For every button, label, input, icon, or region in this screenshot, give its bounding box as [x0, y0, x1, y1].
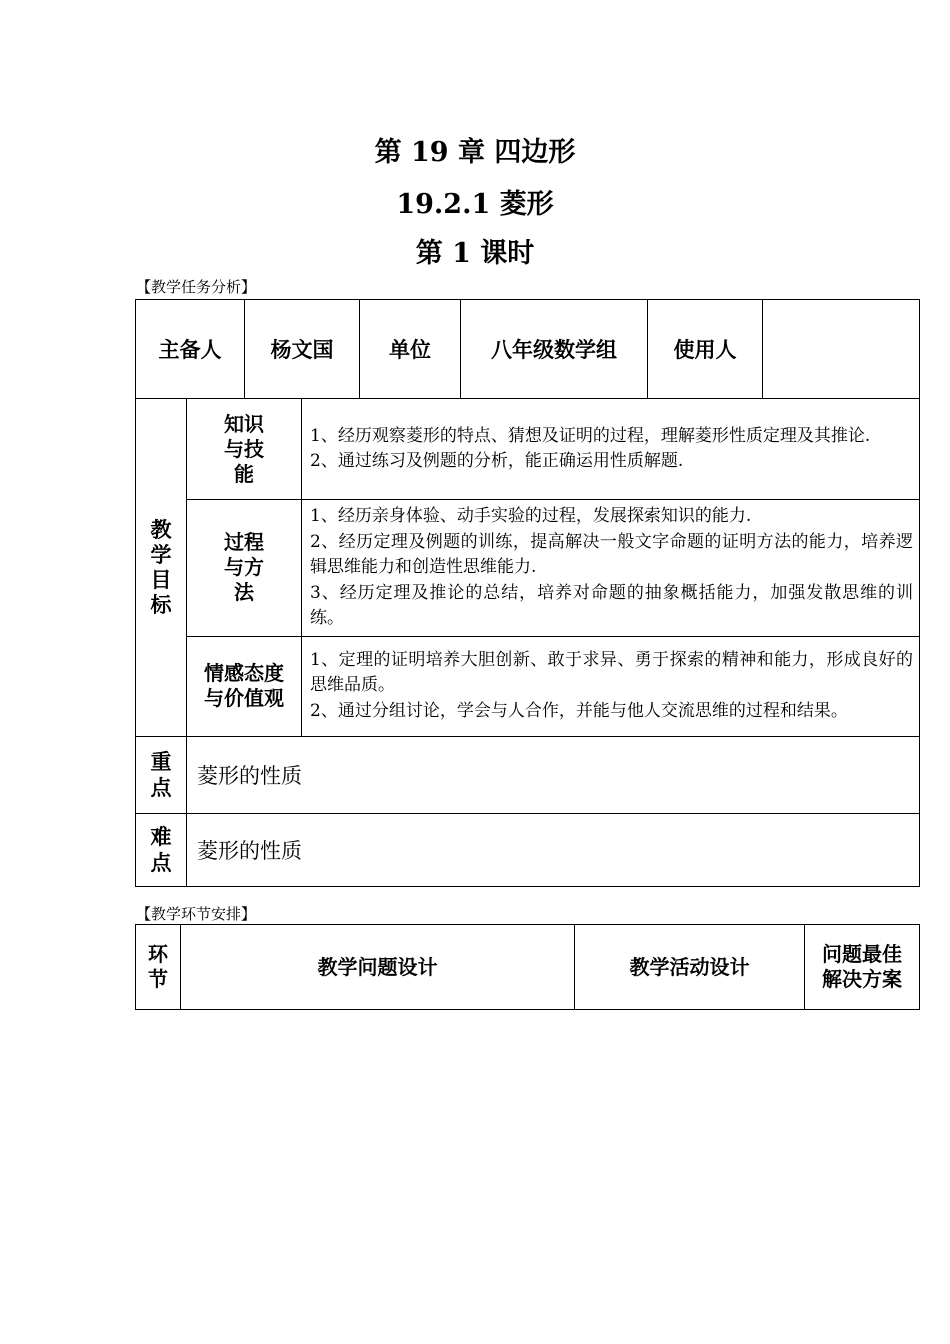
difficulty-label: 难点 — [136, 813, 187, 886]
chapter-title: 第 19 章 四边形 — [374, 137, 576, 168]
key-point-label: 重点 — [136, 736, 187, 813]
goal-line: 1、经历观察菱形的特点、猜想及证明的过程，理解菱形性质定理及其推论. — [310, 425, 871, 446]
goal-knowledge-content — [302, 399, 920, 500]
goals-table — [135, 398, 920, 887]
activity-design-header: 教学活动设计 — [575, 925, 805, 1010]
goal-process-content — [302, 500, 920, 637]
teaching-goals-label: 教学目标 — [136, 399, 187, 737]
preparer-label: 主备人 — [136, 300, 245, 399]
info-table — [135, 299, 920, 399]
best-solution-header: 问题最佳解决方案 — [805, 925, 920, 1010]
user-value — [763, 300, 920, 399]
question-design-header: 教学问题设计 — [181, 925, 575, 1010]
preparer-name: 杨文国 — [245, 300, 360, 399]
unit-name: 八年级数学组 — [461, 300, 648, 399]
user-label: 使用人 — [648, 300, 763, 399]
difficulty-content: 菱形的性质 — [187, 813, 920, 886]
lesson-title: 第 1 课时 — [415, 238, 535, 269]
goal-line: 1、定理的证明培养大胆创新、敢于求异、勇于探索的精神和能力，形成良好的思维品质。 — [310, 649, 913, 696]
arrangement-label: 【教学环节安排】 — [136, 905, 257, 923]
goal-line: 2、经历定理及例题的训练，提高解决一般文字命题的证明方法的能力，培养逻辑思维能力和创造性思维能力. — [310, 531, 913, 577]
arrangement-table — [135, 924, 920, 1010]
goal-line: 1、经历亲身体验、动手实验的过程，发展探索知识的能力. — [310, 506, 752, 526]
task-analysis-label: 【教学任务分析】 — [136, 278, 257, 296]
goal-attitude-label: 情感态度与价值观 — [187, 636, 302, 736]
goal-process-label: 过程与方法 — [187, 500, 302, 637]
section-title: 19.2.1 菱形 — [396, 189, 554, 220]
goal-attitude-content — [302, 636, 920, 736]
goal-knowledge-label: 知识与技能 — [187, 399, 302, 500]
step-header: 环节 — [136, 925, 181, 1010]
goal-line: 3、经历定理及推论的总结，培养对命题的抽象概括能力，加强发散思维的训练。 — [310, 582, 913, 628]
goal-line: 2、通过练习及例题的分析，能正确运用性质解题. — [310, 451, 684, 471]
goal-line: 2、通过分组讨论，学会与人合作，并能与他人交流思维的过程和结果。 — [310, 700, 848, 721]
unit-label: 单位 — [360, 300, 461, 399]
key-point-content: 菱形的性质 — [187, 736, 920, 813]
